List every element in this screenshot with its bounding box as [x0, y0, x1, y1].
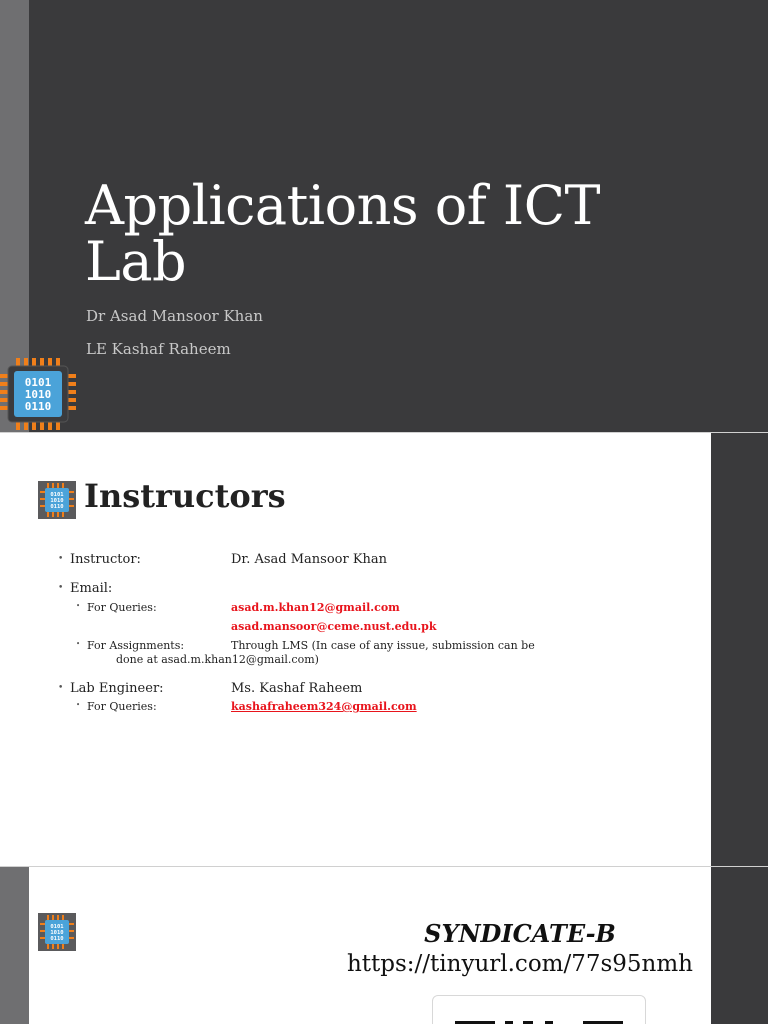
instructors-slide: [0, 432, 768, 866]
bullet-icon: •: [58, 683, 64, 693]
assignments-label: For Assignments:: [87, 639, 185, 652]
chip-binary-line-3: 0110: [24, 400, 52, 413]
slide-side-bar: [0, 867, 29, 1024]
assignments-text-line-2: done at asad.m.khan12@gmail.com): [116, 653, 319, 666]
presentation-title: [85, 174, 705, 293]
assignments-text-line-1: Through LMS (In case of any issue, submission can be: [231, 639, 535, 652]
slide-heading: Instructors: [84, 477, 286, 515]
lab-engineer-label: Lab Engineer:: [70, 681, 164, 696]
syndicate-url-link[interactable]: https://tinyurl.com/77s95nmh: [346, 951, 693, 977]
subtitle-instructor: Dr Asad Mansoor Khan: [86, 307, 263, 325]
title-slide: [0, 0, 768, 432]
slide-side-bar: [711, 433, 768, 867]
slide-side-bar: [711, 867, 768, 1024]
subtitle-lab-engineer: LE Kashaf Raheem: [86, 340, 231, 358]
lab-engineer-name: Ms. Kashaf Raheem: [231, 681, 363, 696]
svg-text:0101: 0101: [50, 492, 64, 498]
instructor-label: Instructor:: [70, 552, 141, 567]
title-line-2: Lab: [85, 230, 187, 293]
bullet-icon: •: [58, 554, 64, 564]
email-label: Email:: [70, 581, 113, 596]
svg-text:0110: 0110: [50, 936, 64, 942]
svg-text:1010: 1010: [50, 498, 64, 504]
microchip-binary-icon: [38, 913, 76, 951]
svg-text:0110: 0110: [50, 504, 64, 510]
svg-text:0101: 0101: [50, 924, 64, 930]
bullet-icon: •: [76, 701, 81, 709]
queries-label: For Queries:: [87, 601, 157, 614]
microchip-binary-icon: [38, 481, 76, 519]
email-link-nust[interactable]: asad.mansoor@ceme.nust.edu.pk: [231, 620, 437, 633]
email-link-lab-engineer[interactable]: kashafraheem324@gmail.com: [231, 700, 417, 713]
chip-binary-line-2: 1010: [24, 388, 52, 401]
syndicate-slide: [0, 866, 768, 1024]
svg-text:1010: 1010: [50, 930, 64, 936]
instructor-name: Dr. Asad Mansoor Khan: [231, 552, 388, 567]
email-link-gmail[interactable]: asad.m.khan12@gmail.com: [231, 601, 400, 614]
bullet-icon: •: [58, 583, 64, 593]
lab-queries-label: For Queries:: [87, 700, 157, 713]
bullet-icon: •: [76, 602, 81, 610]
title-line-1: Applications of ICT: [85, 174, 601, 237]
bullet-icon: •: [76, 640, 81, 648]
chip-binary-line-1: 0101: [24, 376, 52, 389]
microchip-binary-icon: [0, 356, 76, 432]
qr-code-icon: [432, 995, 646, 1024]
syndicate-heading: SYNDICATE-B: [424, 919, 616, 948]
